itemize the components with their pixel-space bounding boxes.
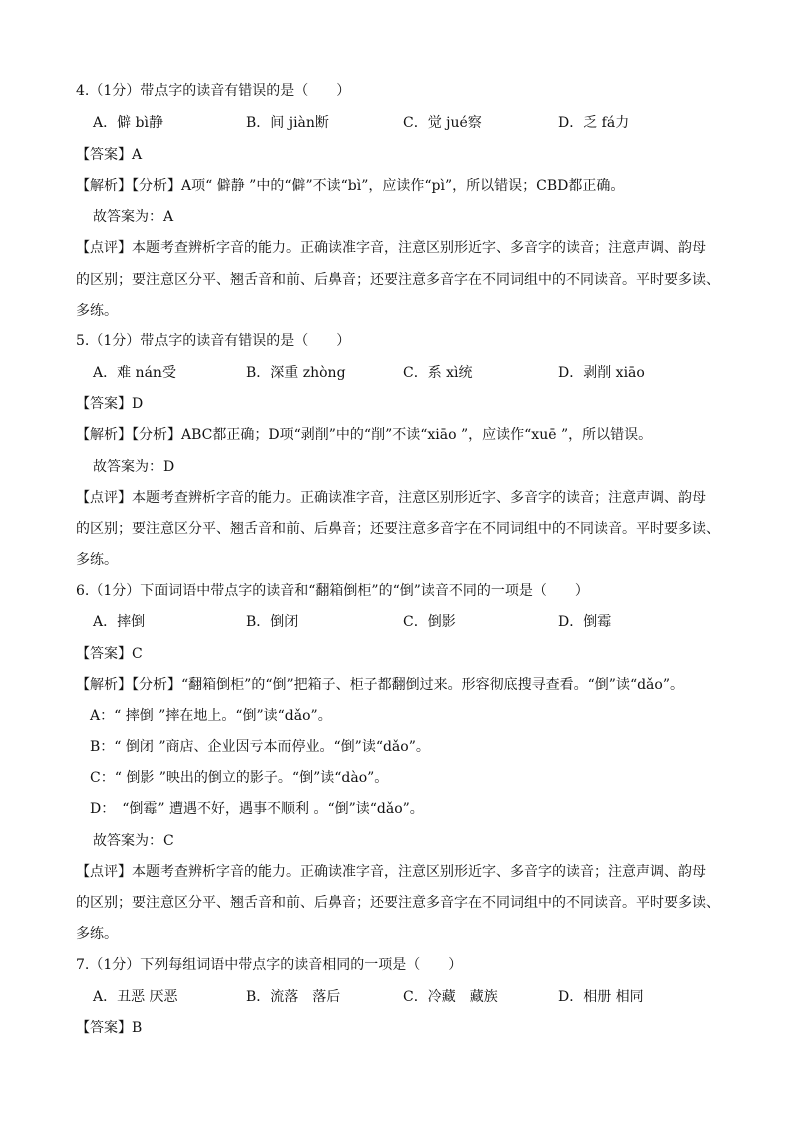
- question-5-comment-line-1: 【点评】本题考查辨析字音的能力。正确读准字音，注意区别形近字、多音字的读音；注意声调、韵母: [76, 490, 706, 506]
- question-5-option-d: D．剥削 xiāo: [558, 365, 645, 381]
- question-4-options: [93, 113, 733, 133]
- question-7-stem: 7.（1分）下列每组词语中带点字的读音相同的一项是（ ）: [76, 957, 463, 973]
- question-7-option-d: D．相册 相同: [558, 989, 644, 1005]
- question-4-final-answer: 故答案为：A: [93, 209, 174, 225]
- question-4-comment-line-2: 的区别；要注意区分平、翘舌音和前、后鼻音；还要注意多音字在不同词组中的不同读音。平时要多读、: [76, 272, 720, 288]
- question-4-answer: 【答案】A: [76, 147, 143, 163]
- question-5-option-b: B．深重 zhòng: [246, 365, 346, 381]
- question-4-analysis: 【解析】【分析】A项“ 僻静 ”中的“僻”不读“bì”，应读作“pì”，所以错误；CBD都正确。: [76, 178, 625, 194]
- question-5-stem: 5.（1分）带点字的读音有错误的是（ ）: [76, 333, 351, 349]
- question-6-analysis: 【解析】【分析】“翻箱倒柜”的“倒”把箱子、柜子都翻倒过来。形容彻底搜寻查看。“倒”读“dǎo”。: [76, 677, 684, 693]
- question-4-comment-line-3: 多练。: [76, 303, 118, 319]
- question-4-option-b: B．间 jiàn断: [246, 115, 329, 131]
- question-4-option-c: C．觉 jué察: [403, 115, 482, 131]
- question-6-comment-line-1: 【点评】本题考查辨析字音的能力。正确读准字音，注意区别形近字、多音字的读音；注意声调、韵母: [76, 864, 706, 880]
- question-6-sub-b: B：“ 倒闭 ”商店、企业因亏本而停业。“倒”读“dǎo”。: [90, 739, 430, 755]
- question-6-comment-line-3: 多练。: [76, 926, 118, 942]
- question-4-option-a: A．僻 bì静: [93, 115, 163, 131]
- question-5-analysis: 【解析】【分析】ABC都正确；D项“剥削”中的“削”不读“xiāo ”，应读作“xuē ”，所以错误。: [76, 427, 653, 443]
- question-7-options: [93, 987, 733, 1007]
- question-4-option-d: D．乏 fá力: [558, 115, 630, 131]
- question-7-option-a: A．丑恶 厌恶: [93, 989, 178, 1005]
- question-6-stem: 6.（1分）下面词语中带点字的读音和“翻箱倒柜”的“倒”读音不同的一项是（ ）: [76, 583, 589, 599]
- question-6-options: [93, 612, 733, 632]
- question-7-answer: 【答案】B: [76, 1020, 143, 1036]
- question-5-comment-line-3: 多练。: [76, 552, 118, 568]
- question-6-sub-d: D： “倒霉” 遭遇不好，遇事不顺利 。“倒”读“dǎo”。: [90, 801, 424, 817]
- question-6-sub-c: C：“ 倒影 ”映出的倒立的影子。“倒”读“dào”。: [90, 770, 389, 786]
- question-6-final-answer: 故答案为：C: [93, 833, 174, 849]
- question-6-option-b: B．倒闭: [246, 614, 299, 630]
- question-6-option-a: A．摔倒: [93, 614, 146, 630]
- question-5-option-a: A．难 nán受: [93, 365, 176, 381]
- question-6-comment-line-2: 的区别；要注意区分平、翘舌音和前、后鼻音；还要注意多音字在不同词组中的不同读音。平时要多读、: [76, 895, 720, 911]
- question-6-option-d: D．倒霉: [558, 614, 612, 630]
- question-7-option-b: B．流落 落后: [246, 989, 341, 1005]
- question-6-option-c: C．倒影: [403, 614, 456, 630]
- question-5-option-c: C．系 xì统: [403, 365, 473, 381]
- question-7-option-c: C．冷藏 藏族: [403, 989, 498, 1005]
- question-5-answer: 【答案】D: [76, 396, 144, 412]
- question-6-sub-a: A：“ 摔倒 ”摔在地上。“倒”读“dǎo”。: [90, 708, 332, 724]
- question-6-answer: 【答案】C: [76, 646, 143, 662]
- question-4-stem: 4.（1分）带点字的读音有错误的是（ ）: [76, 83, 351, 99]
- question-5-comment-line-2: 的区别；要注意区分平、翘舌音和前、后鼻音；还要注意多音字在不同词组中的不同读音。平时要多读、: [76, 521, 720, 537]
- question-5-options: [93, 363, 733, 383]
- question-5-final-answer: 故答案为：D: [93, 459, 175, 475]
- question-4-comment-line-1: 【点评】本题考查辨析字音的能力。正确读准字音，注意区别形近字、多音字的读音；注意声调、韵母: [76, 240, 706, 256]
